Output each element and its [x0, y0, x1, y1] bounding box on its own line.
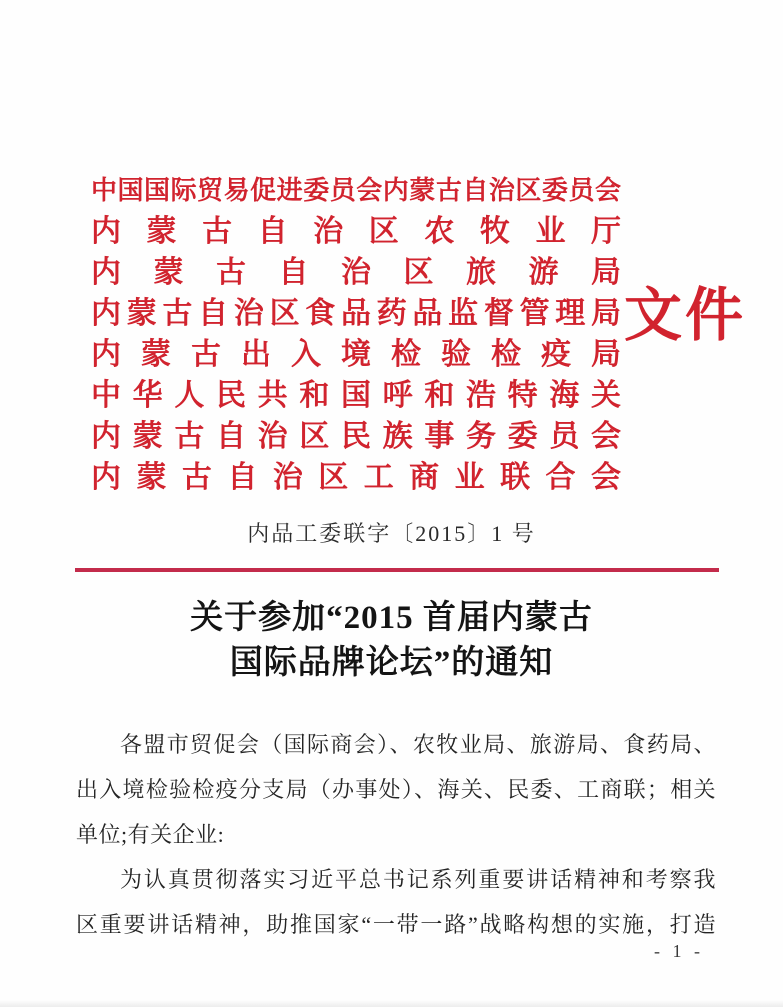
- letterhead-org-line: 内蒙古自治区食品药品监督管理局: [91, 297, 621, 330]
- document-title-line1: 关于参加“2015 首届内蒙古: [190, 600, 593, 636]
- page-number: - 1 -: [654, 941, 704, 961]
- letterhead: [91, 170, 621, 498]
- letterhead-org-line: 内蒙古自治区旅游局: [91, 256, 621, 289]
- body-line: 单位;有关企业:: [76, 822, 225, 847]
- body-line: 为认真贯彻落实习近平总书记系列重要讲话精神和考察我: [120, 867, 716, 892]
- body-line: 区重要讲话精神，助推国家“一带一路”战略构想的实施，打造: [76, 912, 716, 937]
- document-type-label: 文件: [624, 283, 747, 348]
- letterhead-org-line: 内蒙古自治区工商业联合会: [91, 461, 621, 494]
- document-title-line2: 国际品牌论坛”的通知: [229, 645, 554, 681]
- letterhead-org-line: 中华人民共和国呼和浩特海关: [91, 379, 621, 412]
- body-line: 出入境检验检疫分支局（办事处）、海关、民委、工商联；相关: [76, 777, 716, 802]
- letterhead-org-line: 内蒙古自治区民族事务委员会: [91, 420, 621, 453]
- document-body: [76, 722, 716, 947]
- letterhead-org-line: 内蒙古自治区农牧业厅: [91, 215, 621, 248]
- letterhead-org-line: 中国国际贸易促进委员会内蒙古自治区委员会: [91, 176, 621, 205]
- letterhead-org-line: 内蒙古出入境检验检疫局: [91, 338, 621, 371]
- document-title: [0, 596, 783, 686]
- document-reference-number: 内品工委联字〔2015〕1 号: [247, 521, 536, 546]
- body-line: 各盟市贸促会（国际商会）、农牧业局、旅游局、食药局、: [120, 732, 716, 757]
- red-divider-rule: [75, 568, 719, 572]
